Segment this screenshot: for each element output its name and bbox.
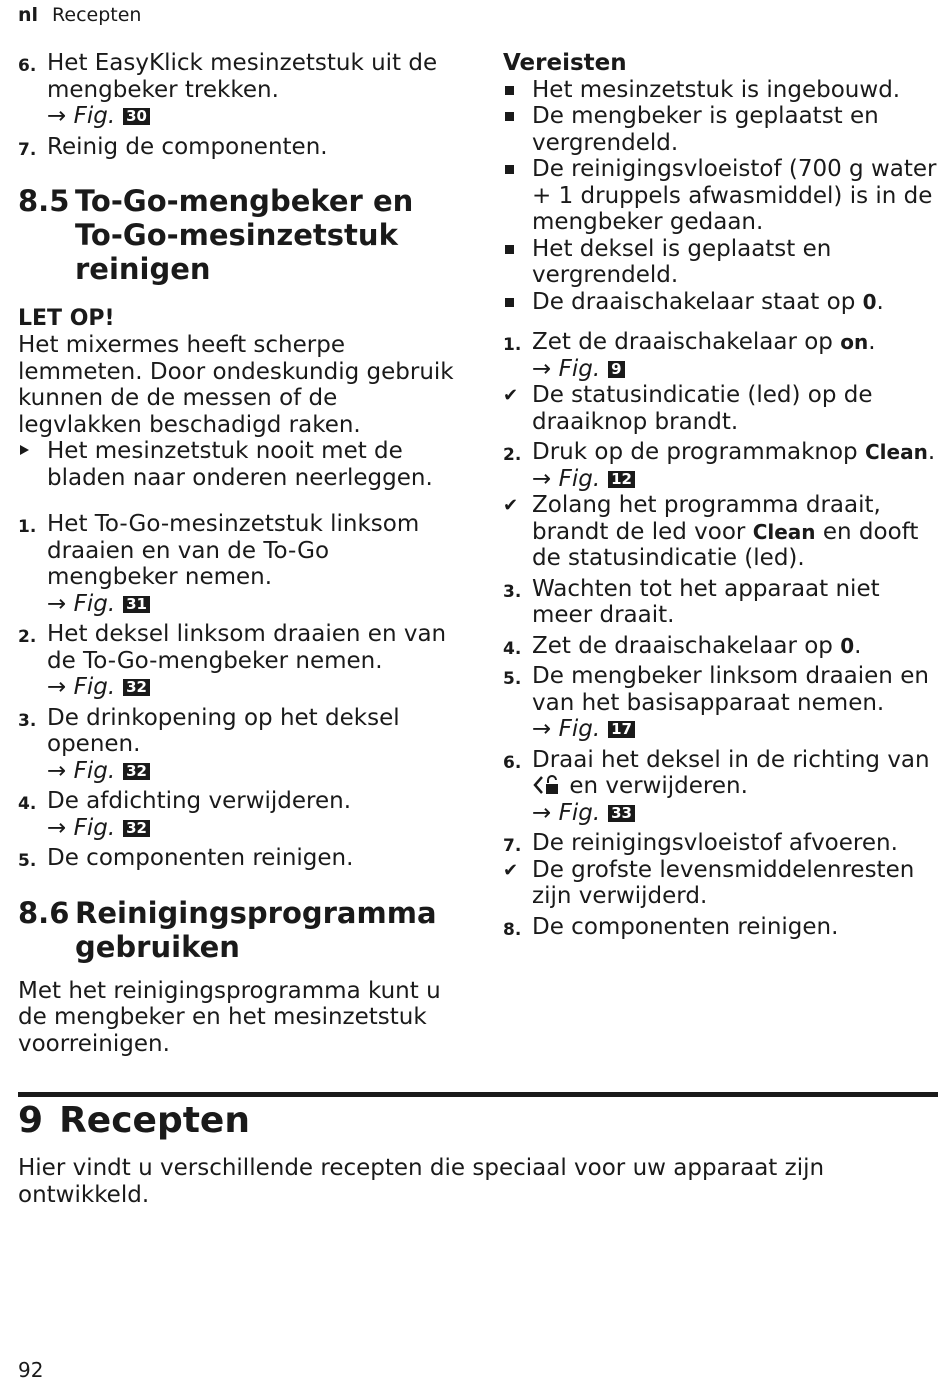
figure-ref: → Fig. 33 (532, 800, 943, 827)
requirement-text: De mengbeker is geplaatst en vergrendeld. (532, 103, 879, 156)
result-item (503, 382, 943, 435)
fig-label: Fig. (73, 674, 116, 700)
step-number: 1. (503, 335, 522, 355)
fig-label: Fig. (558, 465, 601, 492)
step-number: 5. (503, 669, 522, 689)
result-text: De grofste levensmiddelenresten zijn verwijderd. (532, 856, 915, 909)
section-title: Reinigingsprogramma gebruiken (75, 895, 437, 964)
requirements-title: Vereisten (503, 50, 627, 76)
step-3 (503, 576, 943, 629)
chapter-heading (18, 1100, 250, 1142)
section-title: To-Go-mengbeker en To-Go-mesinzetstuk reinigen (75, 184, 414, 286)
step-4: 4. Zet de draaischakelaar op 0. (503, 633, 943, 660)
requirement-item (503, 236, 943, 289)
fig-label: Fig. (558, 355, 601, 382)
step-3 (18, 705, 458, 785)
step-text: De afdichting verwijderen. (47, 788, 352, 814)
step-number: 5. (18, 851, 37, 871)
figure-number-badge: 33 (608, 805, 635, 822)
header-section: Recepten (52, 4, 142, 26)
figure-ref: → Fig. 9 (532, 356, 943, 383)
requirement-text: De reinigingsvloeistof (700 g water + 1 druppels afwasmiddel) is in de mengbeker gedaan. (532, 156, 937, 235)
step-text: De componenten reinigen. (532, 913, 839, 940)
chapter-title: Recepten (59, 1100, 250, 1141)
step-5 (18, 845, 458, 872)
step-text: Draai het deksel in de richting van (532, 746, 930, 773)
setting-zero: 0 (862, 289, 877, 314)
step-number: 4. (18, 794, 37, 814)
step-number: 6. (503, 752, 522, 773)
step-number: 7. (18, 139, 37, 160)
fig-label: Fig. (558, 799, 601, 826)
steps-list-8-6 (503, 329, 943, 940)
step-number: 2. (18, 627, 37, 647)
section-number: 8.5 (18, 184, 70, 218)
step-7 (503, 830, 943, 857)
figure-ref: → Fig. 17 (532, 716, 943, 743)
step-number: 6. (18, 56, 37, 76)
running-header (18, 4, 141, 26)
square-bullet-icon (505, 86, 514, 95)
step-number: 8. (503, 919, 522, 940)
figure-number-badge: 32 (123, 763, 150, 780)
setting-zero: 0 (840, 633, 855, 658)
requirement-item (503, 156, 943, 236)
checkmark-icon: ✔ (503, 385, 519, 406)
step-number: 3. (18, 710, 37, 731)
step-number: 2. (503, 445, 522, 465)
result-item (503, 492, 943, 572)
step-5 (503, 663, 943, 743)
chapter-divider (18, 1092, 938, 1097)
figure-number-badge: 17 (608, 721, 635, 738)
step-6 (18, 50, 458, 130)
step-2 (18, 621, 458, 701)
result-text: Zolang het programma draait, brandt de led voor (532, 492, 881, 545)
step-text: De reinigingsvloeistof afvoeren. (532, 830, 898, 856)
left-column (18, 50, 458, 1057)
requirement-item (503, 77, 943, 104)
step-number: 1. (18, 517, 37, 537)
figure-ref: → Fig. 32 (47, 758, 458, 785)
section-heading-8-5 (18, 184, 458, 286)
step-text: De drinkopening op het deksel openen. (47, 704, 400, 757)
step-text: Zet de draaischakelaar op (532, 632, 833, 659)
chapter-intro: Hier vindt u verschillende recepten die speciaal voor uw apparaat zijn ontwikkeld. (18, 1155, 825, 1208)
checkmark-icon: ✔ (503, 859, 519, 881)
button-name-clean: Clean (864, 440, 928, 464)
figure-ref: → Fig. 12 (532, 466, 943, 493)
figure-number-badge: 31 (123, 596, 150, 613)
result-item (503, 857, 943, 910)
step-number: 4. (503, 638, 522, 659)
requirement-text: Het deksel is geplaatst en vergrendeld. (532, 235, 832, 288)
checkmark-icon: ✔ (503, 495, 519, 516)
warning-action (18, 438, 458, 491)
section-8-6-body: Met het reinigingsprogramma kunt u de mengbeker en het mesinzetstuk voorreinigen. (18, 977, 441, 1057)
figure-number-badge: 12 (608, 471, 635, 488)
square-bullet-icon (505, 245, 514, 254)
result-text: De statusindicatie (led) op de draaiknop brandt. (532, 382, 873, 435)
step-text: Wachten tot het apparaat niet meer draait. (532, 575, 880, 628)
steps-list-8-5 (18, 511, 458, 872)
figure-ref: → Fig. 32 (47, 815, 458, 842)
step-number: 7. (503, 836, 522, 856)
step-6 (503, 747, 943, 827)
right-column (503, 50, 943, 940)
fig-label: Fig. (73, 103, 116, 129)
step-text: en verwijderen. (569, 773, 748, 799)
figure-ref: → Fig. 30 (47, 103, 458, 130)
requirement-item (503, 103, 943, 156)
requirement-item: De draaischakelaar staat op 0. (503, 289, 943, 316)
step-7 (18, 134, 458, 161)
step-number: 3. (503, 581, 522, 602)
figure-number-badge: 32 (123, 820, 150, 837)
step-1 (18, 511, 458, 617)
unlock-arrow-icon (532, 774, 562, 796)
button-name-clean: Clean (752, 519, 816, 544)
step-text: Het deksel linksom draaien en van de To-Go-mengbeker nemen. (47, 621, 447, 674)
fig-label: Fig. (73, 814, 116, 841)
step-4 (18, 788, 458, 841)
setting-on: on (840, 330, 869, 354)
requirement-text: Het mesinzetstuk is ingebouwd. (532, 76, 901, 103)
square-bullet-icon (505, 112, 514, 121)
step-text: Druk op de programmaknop (532, 439, 858, 465)
step-text: Zet de draaischakelaar op (532, 329, 833, 355)
fig-label: Fig. (73, 590, 116, 617)
fig-label: Fig. (558, 716, 601, 742)
warning-title: LET OP! (18, 306, 115, 331)
figure-ref: → Fig. 32 (47, 674, 458, 701)
step-2: 2. Druk op de programmaknop Clean. → Fig. 12 (503, 439, 943, 492)
language-code: nl (18, 4, 39, 26)
figure-number-badge: 30 (123, 108, 150, 125)
step-8 (503, 914, 943, 941)
warning-block (18, 306, 458, 491)
chapter-number: 9 (18, 1100, 44, 1141)
section-heading-8-6 (18, 896, 458, 964)
step-text: De componenten reinigen. (47, 845, 354, 871)
triangle-bullet-icon (20, 445, 29, 455)
step-text: Het To-Go-mesinzetstuk linksom draaien en van de To-Go mengbeker nemen. (47, 511, 420, 590)
page-number: 92 (18, 1358, 44, 1382)
requirement-text: De draaischakelaar staat op (532, 288, 856, 315)
result-text: en dooft de statusindicatie (led). (532, 518, 919, 571)
warning-body: Het mixermes heeft scherpe lemmeten. Door ondeskundig gebruik kunnen de de messen of de legvlakken beschadigd raken. (18, 332, 454, 438)
figure-number-badge: 32 (123, 679, 150, 696)
section-number: 8.6 (18, 895, 70, 930)
square-bullet-icon (505, 165, 514, 174)
step-text: Reinig de componenten. (47, 133, 328, 160)
warning-action-text: Het mesinzetstuk nooit met de bladen naar onderen neerleggen. (47, 438, 433, 491)
figure-ref: → Fig. 31 (47, 591, 458, 618)
step-1: 1. Zet de draaischakelaar op on. → Fig. 9 (503, 329, 943, 382)
step-text: De mengbeker linksom draaien en van het basisapparaat nemen. (532, 663, 929, 716)
figure-number-badge: 9 (608, 361, 624, 378)
square-bullet-icon (505, 298, 514, 307)
fig-label: Fig. (73, 757, 116, 784)
step-text: Het EasyKlick mesinzetstuk uit de mengbeker trekken. (47, 50, 438, 103)
